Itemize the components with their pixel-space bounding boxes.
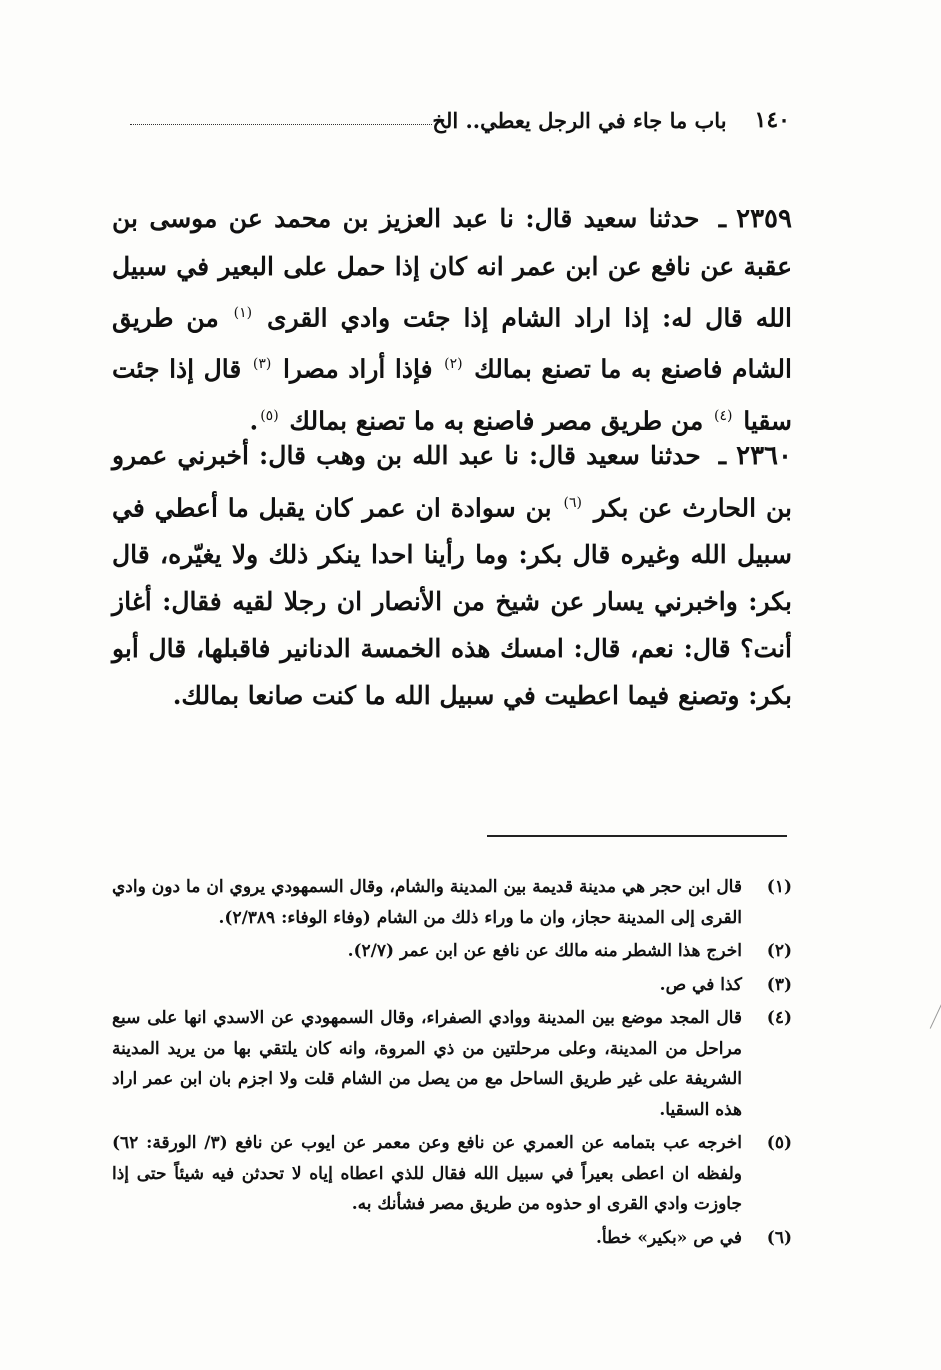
page-number: ١٤٠ (754, 107, 790, 133)
footnote-item (112, 1128, 792, 1220)
hadith-text: من طريق الشام فاصنع به ما تصنع بمالك (112, 303, 792, 384)
hadith-dash: ـ (718, 204, 727, 233)
header-dotted-leader (130, 124, 432, 125)
hadith-number: ٢٣٦٠ (736, 441, 792, 471)
chapter-title: باب ما جاء في الرجل يعطي.. الخ (432, 107, 727, 133)
footnote-label: (٥) (766, 1133, 792, 1153)
footnote-text: اخرجه عب بتمامه عن العمري عن نافع وعن معمر عن ايوب عن نافع (٣/ الورقة: ٦٢) ولفظه ان اعطى بعيراً في سبيل الله فقال للذي اعطاه إياه لا تحدثن فيه شيئاً حتى إذا جاوزت وادي القرى او حذوه من طريق مصر فشأنك به. (112, 1133, 742, 1214)
footnote-label: (٢) (766, 941, 792, 961)
hadith-number: ٢٣٥٩ (736, 204, 792, 234)
footnote-text: قال ابن حجر هي مدينة قديمة بين المدينة والشام، وقال السمهودي يروي ان ما دون وادي القرى إلى المدينة حجاز، وان ما وراء ذلك من الشام (وفاء الوفاء: ٢/٣٨٩). (112, 877, 742, 928)
running-header (110, 100, 790, 140)
footnote-separator (487, 835, 787, 837)
footnote-text: قال المجد موضع بين المدينة ووادي الصفراء، وقال السمهودي عن الاسدي انها على سبع مراحل من المدينة، وعلى مرحلتين من ذي المروة، وانه كان يلتقي بها من يريد المدينة الشريفة على غير طريق الساحل مع من يصل من الشام قلت ولا اجزم بان ابن عمر اراد هذه السقيا. (112, 1008, 742, 1120)
footnote-item (112, 1003, 792, 1125)
hadith-text: من طريق مصر فاصنع به ما تصنع بمالك (289, 405, 704, 435)
hadith-dash: ـ (718, 441, 727, 470)
footnote-text: كذا في ص. (659, 974, 742, 995)
footnotes (112, 872, 792, 1256)
footnote-ref: (٤) (714, 407, 733, 424)
footnote-label: (١) (766, 877, 792, 897)
footnote-label: (٦) (766, 1227, 792, 1248)
hadith-text: قال إذا جئت سقيا (112, 354, 792, 435)
hadith-text: بن سوادة ان عمر كان يقبل ما أعطي في سبيل الله وغيره قال بكر: وما رأينا احدا ينكر ذلك ولا يغيّره، قال بكر: واخبرني يسار عن شيخ من الأنصار ان رجلا لقيه فقال: أغاز أنت؟ قال: نعم، قال: امسك هذه الخمسة الدنانير فاقبلها، قال أبو بكر: وتصنع فيما اعطيت في سبيل الله ما كنت صانعا بمالك. (112, 493, 792, 711)
hadith-2360 (112, 432, 792, 719)
hadith-text: حدثنا سعيد قال: نا عبد الله بن وهب قال: أخبرني عمرو بن الحارث عن بكر (112, 441, 793, 523)
footnote-ref: (٦) (563, 495, 582, 511)
footnote-ref: (٢) (444, 356, 463, 373)
footnote-ref: (١) (233, 305, 253, 321)
hadith-text: فإذا أراد مصرا (282, 354, 433, 384)
footnote-item (112, 970, 792, 1001)
hadith-2359 (112, 195, 792, 444)
footnote-text: في ص «بكير» خطأ. (595, 1227, 742, 1248)
footnote-label: (٣) (766, 974, 792, 995)
footnote-item (112, 1223, 792, 1254)
footnote-label: (٤) (766, 1008, 792, 1028)
hadith-end-stop: . (249, 405, 259, 435)
footnote-text: اخرج هذا الشطر منه مالك عن نافع عن ابن عمر (٢/٧). (347, 941, 742, 961)
footnote-ref: (٣) (252, 356, 272, 373)
hadith-text: حدثنا سعيد قال: نا عبد العزيز بن محمد عن موسى بن عقبة عن نافع عن ابن عمر انه كان إذا حمل على البعير في سبيل الله قال له: إذا اراد الشام إذا جئت وادي القرى (112, 204, 792, 333)
page-edge-mark (930, 1001, 941, 1029)
footnote-item (112, 936, 792, 967)
footnote-ref: (٥) (260, 407, 279, 424)
footnote-item (112, 872, 792, 933)
